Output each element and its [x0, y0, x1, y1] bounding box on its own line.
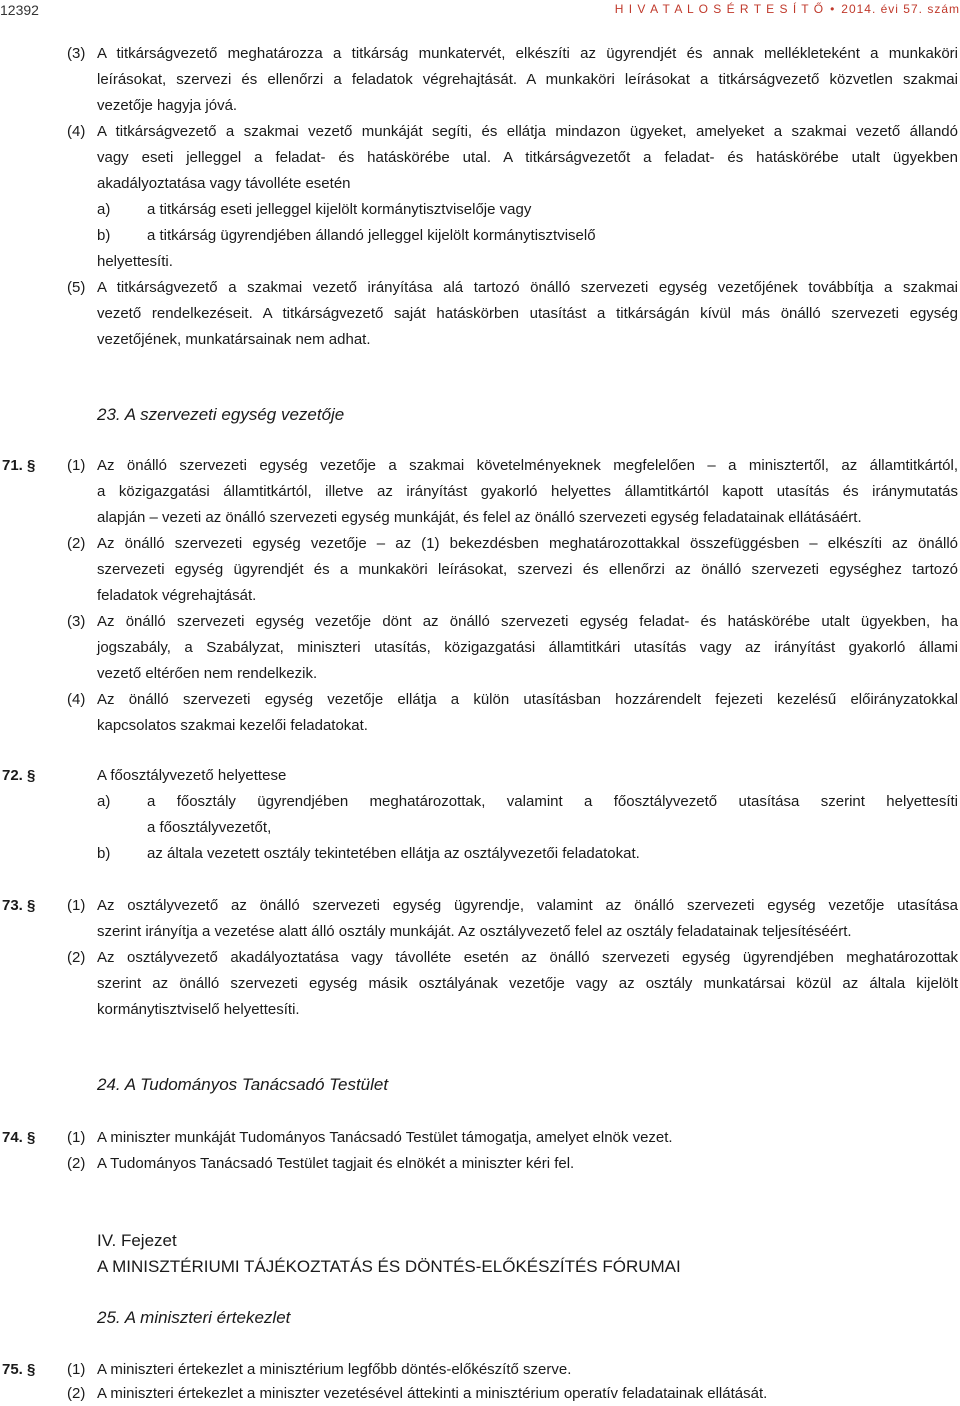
page-header: [0, 2, 960, 22]
section-73-paragraph-line: szerint az önálló szervezeti egység másik osztályának vezetője vagy az osztály munkatársai közül az általa kijelölt: [97, 975, 958, 992]
section-heading-23: 23. A szervezeti egység vezetője: [97, 405, 345, 424]
paragraph-5-line: vezető rendelkezéseit. A titkárságvezető saját hatáskörben utasítást a titkárságán kívül más önálló szervezeti egység: [97, 305, 958, 322]
section-71-paragraph-line: jogszabály, a Szabályzat, miniszteri utasítás, közigazgatási államtitkári utasítás vagy az irányítást gyakorló állami: [97, 639, 958, 656]
section-73-paragraph-label: (1): [67, 897, 86, 914]
section-71-paragraph-line: Az önálló szervezeti egység vezetője dönt az önálló szervezeti egység feladat- és hatáskörébe utalt ügyekben, ha: [97, 613, 958, 630]
paragraph-3-label: (3): [67, 45, 86, 62]
section-72-item-line: a főosztály ügyrendjében meghatározottak, valamint a főosztályvezető utasítása szerint helyettesíti: [147, 793, 958, 810]
issue-label: 2014. évi 57. szám: [841, 2, 960, 16]
section-71-paragraph-label: (2): [67, 535, 86, 552]
section-72-title: A főosztályvezető helyettese: [97, 767, 287, 784]
section-73-paragraph-label: (2): [67, 949, 86, 966]
journal-title: [615, 2, 960, 16]
section-71-paragraph-line: alapján – vezeti az önálló szervezeti egység munkáját, és felel az önálló szervezeti egység feladatainak ellátásáért.: [97, 509, 862, 526]
section-71-paragraph-line: Az önálló szervezeti egység vezetője – az (1) bekezdésben meghatározottakkal összefüggésben – elkészíti az önálló: [97, 535, 958, 552]
section-71-paragraph-line: Az önálló szervezeti egység vezetője ellátja a külön utasításban hozzárendelt fejezeti kezelésű előirányzatokkal: [97, 691, 958, 708]
section-73-paragraph-line: kormánytisztviselő helyettesíti.: [97, 1001, 300, 1018]
section-73-paragraph-line: Az osztályvezető akadályoztatása vagy távolléte esetén az önálló szervezeti egység ügyrendjében meghatározottak: [97, 949, 958, 966]
section-number-71: 71. §: [2, 457, 36, 474]
section-73-paragraph-line: Az osztályvezető az önálló szervezeti egység ügyrendje, valamint az önálló szervezeti egység vezetője utasítása: [97, 897, 958, 914]
section-72-item-line: a főosztályvezetőt,: [147, 819, 272, 836]
item-a-line: a titkárság eseti jelleggel kijelölt kormánytisztviselője vagy: [147, 201, 532, 218]
section-71-paragraph-label: (4): [67, 691, 86, 708]
section-74-paragraph-line: A Tudományos Tanácsadó Testület tagjait és elnökét a miniszter kéri fel.: [97, 1155, 575, 1172]
item-a-label: a): [97, 201, 111, 218]
section-73-paragraph-line: szerint irányítja a vezetése alatt álló osztály munkáját. Az osztályvezető felel az osztály feladatainak teljesítéséért.: [97, 923, 852, 940]
section-74-paragraph-line: A miniszter munkáját Tudományos Tanácsadó Testület támogatja, amelyet elnök vezet.: [97, 1129, 673, 1146]
paragraph-5-line: vezetőjének, munkatársainak nem adhat.: [97, 331, 371, 348]
section-number-74: 74. §: [2, 1129, 36, 1146]
section-74-paragraph-label: (2): [67, 1155, 86, 1172]
section-number-72: 72. §: [2, 767, 36, 784]
section-71-paragraph-line: feladatok végrehajtását.: [97, 587, 257, 604]
section-71-paragraph-label: (3): [67, 613, 86, 630]
chapter-number: IV. Fejezet: [97, 1231, 177, 1250]
paragraph-3-line: vezetője hagyja jóvá.: [97, 97, 238, 114]
paragraph-4-label: (4): [67, 123, 86, 140]
page-number: 12392: [0, 2, 39, 18]
journal-name: H I V A T A L O S É R T E S Í T Ő: [614, 2, 825, 16]
section-74-paragraph-label: (1): [67, 1129, 86, 1146]
paragraph-4-line: A titkárságvezető a szakmai vezető munkáját segíti, és ellátja mindazon ügyeket, amelyeket a szakmai vezető állandó: [97, 123, 958, 140]
section-72-item-line: az általa vezetett osztály tekintetében ellátja az osztályvezetői feladatokat.: [147, 845, 640, 862]
section-heading-24: 24. A Tudományos Tanácsadó Testület: [97, 1075, 389, 1094]
paragraph-4-line: vagy eseti jelleggel a feladat- és hatáskörébe utal. A titkárságvezetőt a feladat- és hatáskörébe utalt ügyekben: [97, 149, 958, 166]
section-71-paragraph-label: (1): [67, 457, 86, 474]
section-71-paragraph-line: a közigazgatási államtitkártól, illetve az irányítást gyakorló helyettes államtitkártól kapott utasítás és iránymutatás: [97, 483, 958, 500]
item-b-line: a titkárság ügyrendjében állandó jelleggel kijelölt kormánytisztviselő: [147, 227, 596, 244]
item-b-label: b): [97, 227, 111, 244]
section-71-paragraph-line: Az önálló szervezeti egység vezetője a szakmai követelményeknek megfelelően – a minisztertől, az államtitkártól,: [97, 457, 958, 474]
section-71-paragraph-line: szervezeti egység ügyrendjét és a munkaköri leírásokat, szervezi és ellenőrzi az önálló szervezeti egységhez tartozó: [97, 561, 958, 578]
section-71-paragraph-line: vezető eltérően nem rendelkezik.: [97, 665, 318, 682]
chapter-title: A MINISZTÉRIUMI TÁJÉKOZTATÁS ÉS DÖNTÉS-ELŐKÉSZÍTÉS FÓRUMAI: [97, 1257, 681, 1276]
section-72-item-label: a): [97, 793, 111, 810]
section-75-paragraph-label: (1): [67, 1361, 86, 1378]
section-heading-25: 25. A miniszteri értekezlet: [97, 1308, 291, 1327]
paragraph-3-line: A titkárságvezető meghatározza a titkárság munkatervét, elkészíti az ügyrendjét és annak mellékleteként a munkaköri: [97, 45, 958, 62]
section-75-paragraph-label: (2): [67, 1385, 86, 1402]
section-75-paragraph-line: A miniszteri értekezlet a minisztérium legfőbb döntés-előkészítő szerve.: [97, 1361, 572, 1378]
section-number-75: 75. §: [2, 1361, 36, 1378]
section-72-item-label: b): [97, 845, 111, 862]
closing-line-line: helyettesíti.: [97, 253, 173, 270]
paragraph-5-label: (5): [67, 279, 86, 296]
paragraph-5-line: A titkárságvezető a szakmai vezető irányítása alá tartozó önálló szervezeti egység vezetőjének továbbítja a szakmai: [97, 279, 958, 296]
bullet-separator: •: [830, 2, 836, 16]
section-number-73: 73. §: [2, 897, 36, 914]
section-71-paragraph-line: kapcsolatos szakmai kezelői feladatokat.: [97, 717, 368, 734]
section-75-paragraph-line: A miniszteri értekezlet a miniszter vezetésével áttekinti a minisztérium operatív feladatainak ellátását.: [97, 1385, 768, 1402]
paragraph-4-line: akadályoztatása vagy távolléte esetén: [97, 175, 351, 192]
paragraph-3-line: leírásokat, szervezi és ellenőrzi a feladatok végrehajtását. A munkaköri leírásokat a titkárságvezető közvetlen szakmai: [97, 71, 958, 88]
